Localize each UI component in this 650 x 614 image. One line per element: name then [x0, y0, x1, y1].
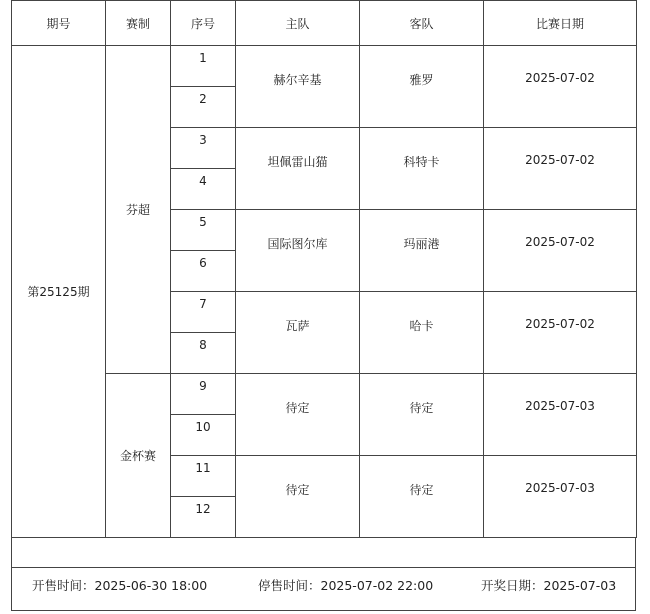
seq-cell: 7: [171, 292, 236, 333]
seq-cell: 4: [171, 169, 236, 210]
home-team-cell: 待定: [236, 374, 360, 456]
header-away: 客队: [360, 1, 484, 46]
header-competition: 赛制: [106, 1, 171, 46]
table-row: [12, 46, 637, 87]
home-team-cell: 坦佩雷山猫: [236, 128, 360, 210]
header-row: [12, 1, 637, 46]
competition-cell: 芬超: [106, 46, 171, 374]
match-date-cell: 2025-07-03: [484, 374, 637, 456]
home-team-cell: 待定: [236, 456, 360, 538]
home-team-cell: 瓦萨: [236, 292, 360, 374]
away-team-cell: 玛丽港: [360, 210, 484, 292]
competition-cell: 金杯赛: [106, 374, 171, 538]
sale-start-time: 开售时间：2025-06-30 18:00: [32, 578, 208, 593]
away-team-cell: 待定: [360, 456, 484, 538]
seq-cell: 11: [171, 456, 236, 497]
match-date-cell: 2025-07-02: [484, 128, 637, 210]
seq-cell: 2: [171, 87, 236, 128]
home-team-cell: 赫尔辛基: [236, 46, 360, 128]
draw-date: 开奖日期：2025-07-03: [481, 578, 617, 593]
schedule-table: [11, 0, 637, 538]
sale-info-footer: [11, 567, 636, 611]
seq-cell: 1: [171, 46, 236, 87]
period-cell: 第25125期: [12, 46, 106, 538]
away-team-cell: 科特卡: [360, 128, 484, 210]
header-seq: 序号: [171, 1, 236, 46]
sale-end-time: 停售时间：2025-07-02 22:00: [258, 578, 434, 593]
away-team-cell: 哈卡: [360, 292, 484, 374]
match-date-cell: 2025-07-03: [484, 456, 637, 538]
match-date-cell: 2025-07-02: [484, 46, 637, 128]
home-team-cell: 国际图尔库: [236, 210, 360, 292]
seq-cell: 9: [171, 374, 236, 415]
away-team-cell: 待定: [360, 374, 484, 456]
away-team-cell: 雅罗: [360, 46, 484, 128]
table-row: [12, 374, 637, 415]
blank-row: [11, 538, 636, 567]
seq-cell: 10: [171, 415, 236, 456]
seq-cell: 3: [171, 128, 236, 169]
header-home: 主队: [236, 1, 360, 46]
header-date: 比赛日期: [484, 1, 637, 46]
seq-cell: 8: [171, 333, 236, 374]
match-date-cell: 2025-07-02: [484, 292, 637, 374]
seq-cell: 5: [171, 210, 236, 251]
header-period: 期号: [12, 1, 106, 46]
seq-cell: 12: [171, 497, 236, 538]
seq-cell: 6: [171, 251, 236, 292]
schedule-document: [11, 0, 636, 614]
match-date-cell: 2025-07-02: [484, 210, 637, 292]
